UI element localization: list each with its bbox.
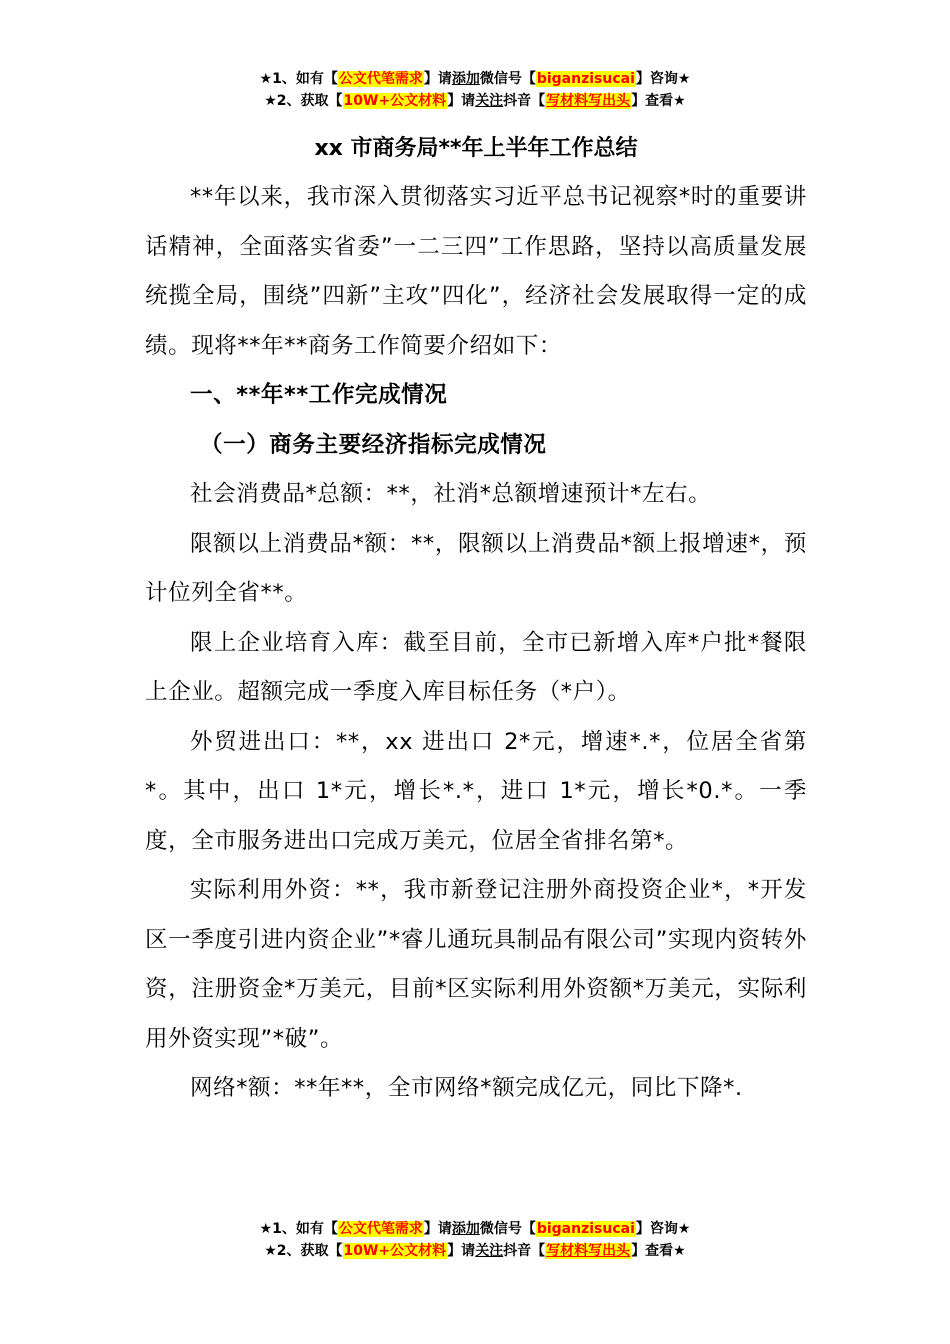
banner-line-1 <box>0 68 950 90</box>
banner-emphasis: 添加 <box>451 1221 480 1237</box>
highlight-tag: 10W+公文材料 <box>343 93 447 109</box>
document-body <box>145 125 807 1114</box>
subsection-heading: （一）商务主要经济指标完成情况 <box>200 431 547 458</box>
banner-emphasis: 关注 <box>475 1243 504 1259</box>
banner-text: 】请 <box>447 1243 476 1259</box>
document-title: xx 市商务局**年上半年工作总结 <box>314 136 638 161</box>
banner-text: 】查看★ <box>631 1243 686 1259</box>
highlight-tag: 10W+公文材料 <box>343 1243 447 1259</box>
body-paragraph: 外贸进出口：**，xx 进出口 2*元，增速*.*，位居全省第*。其中，出口 1*元，增长*.*，进口 1*元，增长*0.*。一季度，全市服务进出口完成万美元，位居全省排名第*。 <box>145 728 807 854</box>
highlight-tag: biganzisucai <box>536 1221 635 1237</box>
banner-line-2 <box>0 1240 950 1262</box>
body-paragraph: 网络*额：**年**，全市网络*额完成亿元，同比下降*. <box>190 1075 743 1101</box>
banner-text: ★2、获取【 <box>264 1243 343 1259</box>
banner-text: 微信号【 <box>479 1221 536 1237</box>
highlight-tag: biganzisucai <box>536 71 635 87</box>
section-heading: 一、**年**工作完成情况 <box>190 382 448 408</box>
banner-text: ★1、如有【 <box>259 1221 338 1237</box>
banner-text: ★1、如有【 <box>259 71 338 87</box>
banner-text: 】请 <box>423 71 452 87</box>
body-paragraph: 社会消费品*总额：**，社消*总额增速预计*左右。 <box>190 481 712 507</box>
banner-text: 】请 <box>423 1221 452 1237</box>
highlight-tag: 公文代笔需求 <box>338 1221 423 1237</box>
body-paragraph: 限上企业培育入库：截至目前，全市已新增入库*户批*餐限上企业。超额完成一季度入库目标任务（*户）。 <box>145 629 807 705</box>
intro-paragraph: **年以来，我市深入贯彻落实习近平总书记视察*时的重要讲话精神，全面落实省委”一二三四”工作思路，坚持以高质量发展统揽全局，围绕”四新”主攻”四化”，经济社会发展取得一定的成绩。现将**年**商务工作简要介绍如下： <box>145 184 807 359</box>
banner-text: 】请 <box>447 93 476 109</box>
banner-text: 】咨询★ <box>635 1221 691 1237</box>
highlight-tag: 写材料写出头 <box>546 93 631 109</box>
banner-text: 微信号【 <box>479 71 536 87</box>
banner-text: 】咨询★ <box>635 71 691 87</box>
banner-line-2 <box>0 90 950 112</box>
body-paragraph: 限额以上消费品*额：**，限额以上消费品*额上报增速*，预计位列全省**。 <box>145 530 807 606</box>
banner-text: 】查看★ <box>631 93 686 109</box>
banner-emphasis: 添加 <box>451 71 480 87</box>
banner-emphasis: 关注 <box>475 93 504 109</box>
banner-text: ★2、获取【 <box>264 93 343 109</box>
banner-text: 抖音【 <box>503 1243 546 1259</box>
highlight-tag: 公文代笔需求 <box>338 71 423 87</box>
banner-line-1 <box>0 1218 950 1240</box>
highlight-tag: 写材料写出头 <box>546 1243 631 1259</box>
body-paragraph: 实际利用外资：**，我市新登记注册外商投资企业*，*开发区一季度引进内资企业”*睿儿通玩具制品有限公司”实现内资转外资，注册资金*万美元，目前*区实际利用外资额*万美元，实际利用外资实现”*破”。 <box>145 877 807 1052</box>
banner-text: 抖音【 <box>503 93 546 109</box>
top-banner <box>0 68 950 112</box>
bottom-banner <box>0 1218 950 1262</box>
